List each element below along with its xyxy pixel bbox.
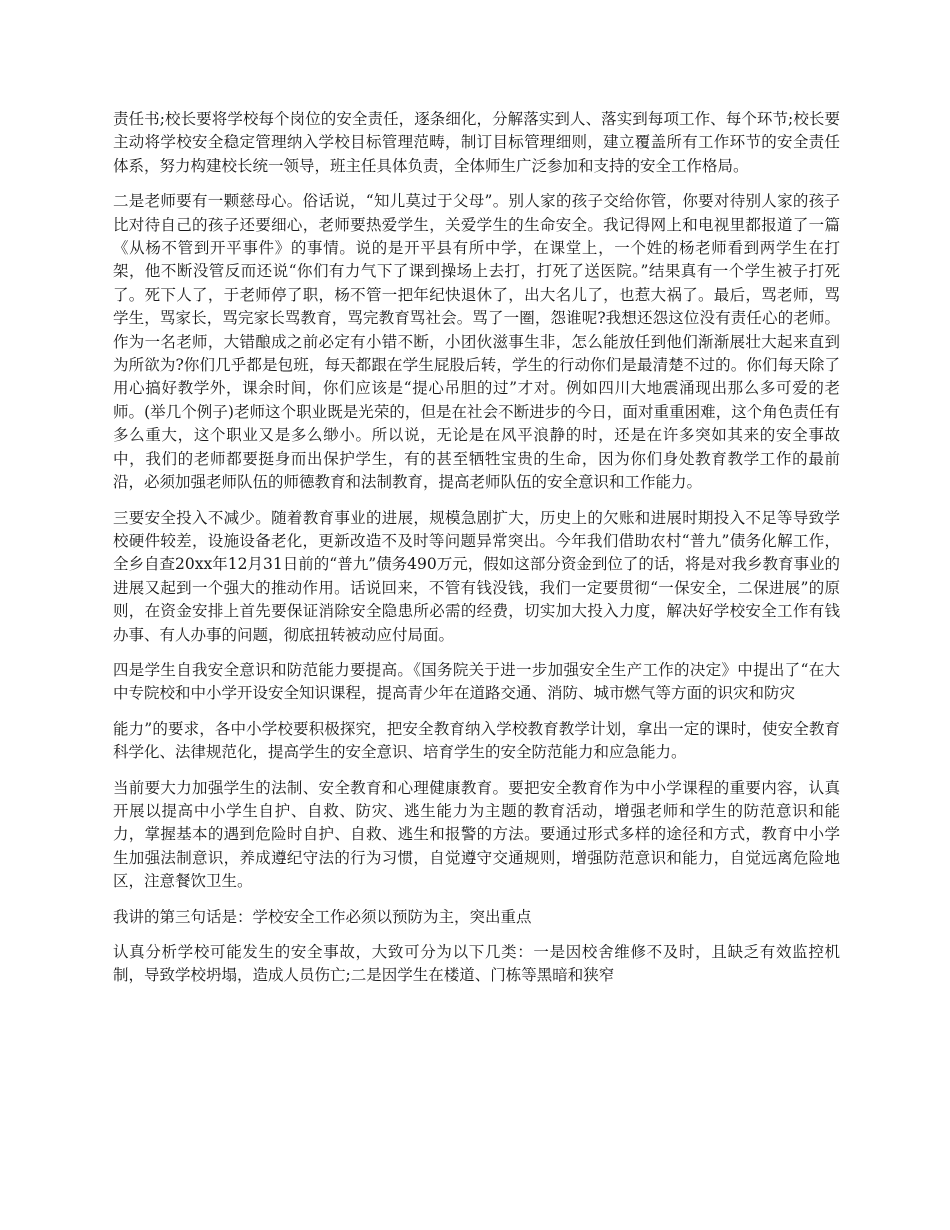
- paragraph-student-awareness: 四是学生自我安全意识和防范能力要提高。《国务院关于进一步加强安全生产工作的决定》中提出了“在大中专院校和中小学开设安全知识课程，提高青少年在道路交通、消防、城市燃气等方面的识灾和防灾: [113, 660, 840, 703]
- paragraph-accident-analysis: 认真分析学校可能发生的安全事故，大致可分为以下几类：一是因校舍维修不及时，且缺乏有效监控机制，导致学校坍塌，造成人员伤亡;二是因学生在楼道、门栋等黑暗和狭窄: [113, 943, 840, 985]
- paragraph-ability-requirement: 能力”的要求，各中小学校要积极探究，把安全教育纳入学校教育教学计划，拿出一定的课时，使安全教育科学化、法律规范化，提高学生的安全意识、培育学生的安全防范能力和应急能力。: [113, 719, 840, 762]
- paragraph-responsibility-system: 责任书;校长要将学校每个岗位的安全责任，逐条细化，分解落实到人、落实到每项工作、每个环节;校长要主动将学校安全稳定管理纳入学校目标管理范畴，制订目标管理细则，建立覆盖所有工作环节的安全责任体系，努力构建校长统一领导，班主任具体负责，全体师生广泛参加和支持的安全工作格局。: [113, 110, 840, 175]
- paragraph-third-point-heading: 我讲的第三句话是：学校安全工作必须以预防为主，突出重点: [113, 907, 532, 926]
- paragraph-safety-investment: 三要安全投入不减少。随着教育事业的进展，规模急剧扩大，历史上的欠账和进展时期投入不足等导致学校硬件较差，设施设备老化，更新改造不及时等问题异常突出。今年我们借助农村“普九”债务化解工作，全乡自查20xx年12月31日前的“普九”债务490万元，假如这部分资金到位了的话，将是对我乡教育事业的进展又起到一个强大的推动作用。话说回来，不管有钱没钱，我们一定要贯彻“一保安全，二保进展”的原则，在资金安排上首先要保证消除安全隐患所必需的经费，切实加大投入力度，解决好学校安全工作有钱办事、有人办事的问题，彻底扭转被动应付局面。: [113, 508, 840, 644]
- paragraph-legal-education: 当前要大力加强学生的法制、安全教育和心理健康教育。要把安全教育作为中小学课程的重要内容，认真开展以提高中小学生自护、自救、防灾、逃生能力为主题的教育活动，增强老师和学生的防范意识和能力，掌握基本的遇到危险时自护、自救、逃生和报警的方法。要通过形式多样的途径和方式，教育中小学生加强法制意识，养成遵纪守法的行为习惯，自觉遵守交通规则，增强防范意识和能力，自觉远离危险地区，注意餐饮卫生。: [113, 778, 840, 891]
- paragraph-teacher-care: 二是老师要有一颗慈母心。俗话说，“知儿莫过于父母”。别人家的孩子交给你管，你要对待别人家的孩子比对待自己的孩子还要细心，老师要热爱学生，关爱学生的生命安全。我记得网上和电视里都报道了一篇《从杨不管到开平事件》的事情。说的是开平县有所中学，在课堂上，一个姓的杨老师看到两学生在打架，他不断没管反而还说“你们有力气下了课到操场上去打，打死了送医院。”结果真有一个学生被子打死了。死下人了，于老师停了职，杨不管一把年纪快退休了，出大名儿了，也惹大祸了。最后，骂老师，骂学生，骂家长，骂完家长骂教育，骂完教育骂社会。骂了一圈，怨谁呢?我想还怨这位没有责任心的老师。作为一名老师，大错酿成之前必定有小错不断，小团伙滋事生非，怎么能放任到他们渐渐展壮大起来直到为所欲为?你们几乎都是包班，每天都跟在学生屁股后转，学生的行动你们是最清楚不过的。你们每天除了用心搞好教学外，课余时间，你们应该是“提心吊胆的过”才对。例如四川大地震涌现出那么多可爱的老师。(举几个例子)老师这个职业既是光荣的，但是在社会不断进步的今日，面对重重困难，这个角色责任有多么重大，这个职业又是多么缈小。所以说，无论是在风平浪静的时，还是在许多突如其来的安全事故中，我们的老师都要挺身而出保护学生，有的甚至牺牲宝贵的生命，因为你们身处教育教学工作的最前沿，必须加强老师队伍的师德教育和法制教育，提高老师队伍的安全意识和工作能力。: [113, 192, 840, 492]
- document-page: [113, 108, 840, 1000]
